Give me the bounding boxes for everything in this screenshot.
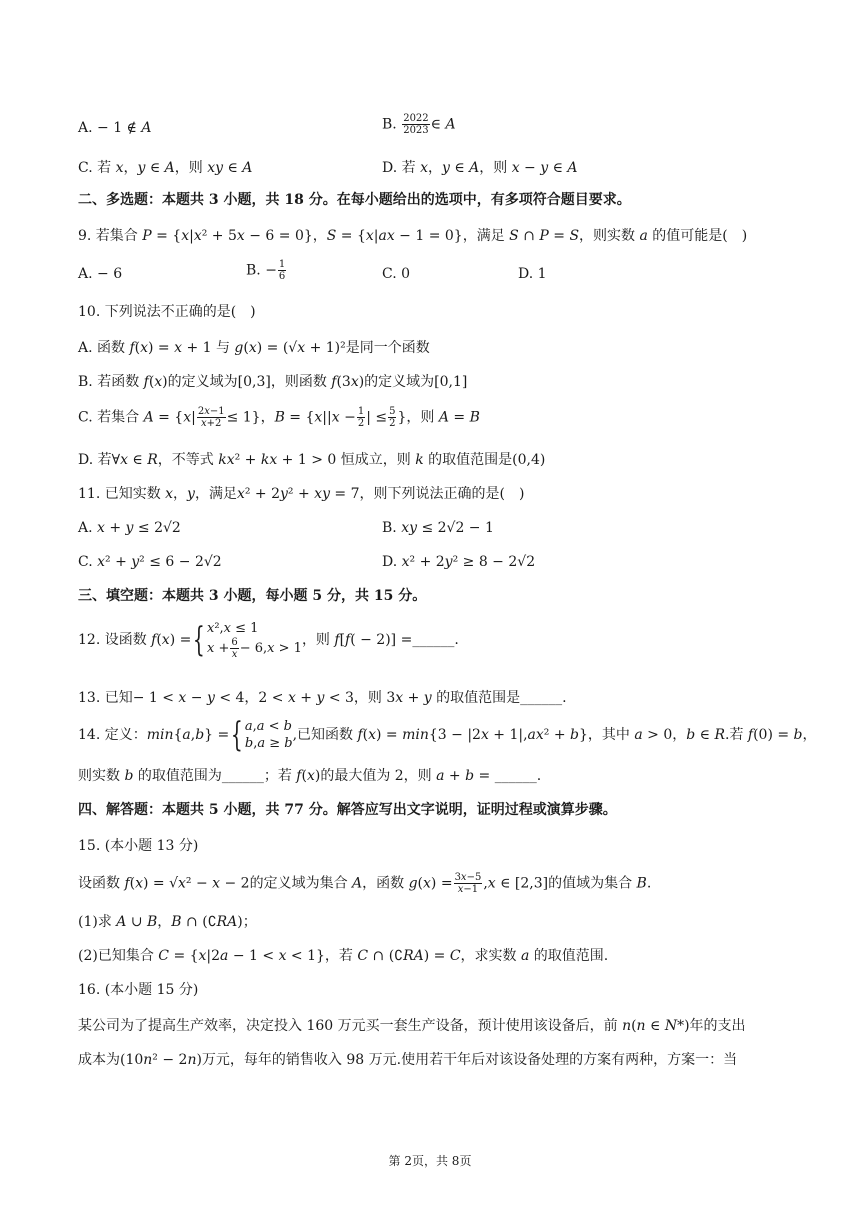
q10-option-a: A. 函数 𝑓(𝑥) = 𝑥 + 1 与 𝑔(𝑥) = (√𝑥 + 1)²是同一个函数 bbox=[78, 340, 430, 356]
q9-stem: 9. 若集合 𝑃 = {𝑥|𝑥² + 5𝑥 − 6 = 0}，𝑆 = {𝑥|𝑎𝑥 − 1 = 0}，满足 𝑆 ∩ 𝑃 = 𝑆，则实数 𝑎 的值可能是( ) bbox=[78, 228, 748, 244]
q11-option-b: B. 𝑥𝑦 ≤ 2√2 − 1 bbox=[382, 520, 494, 536]
fraction: $\frac{5}{2}$ bbox=[389, 406, 396, 429]
q14-line1: 14. 定义：𝑚𝑖𝑛{𝑎,𝑏} ={ 𝑎,𝑎 < 𝑏 𝑏,𝑎 ≥ 𝑏 ,已知函数 𝑓(𝑥) = 𝑚𝑖𝑛{3 − |2𝑥 + 1|,𝑎𝑥² + 𝑏}，其中 𝑎 > 0，𝑏 ∈ 𝑅.若 𝑓(0) = 𝑏， bbox=[78, 715, 817, 755]
page-footer: 第 2页，共 8页 bbox=[388, 1154, 472, 1168]
section-heading-answers: 四、解答题：本题共 5 小题，共 77 分。解答应写出文字说明，证明过程或演算步骤。 bbox=[78, 802, 617, 818]
section-heading-multiple-choice: 二、多选题：本题共 3 小题，共 18 分。在每小题给出的选项中，有多项符合题目要求。 bbox=[78, 192, 631, 208]
fraction: $\frac{6}{\text{𝑥}}$ bbox=[231, 637, 238, 660]
q10-stem: 10. 下列说法不正确的是( ) bbox=[78, 304, 256, 320]
brace-symbol: { bbox=[193, 620, 206, 660]
q10-option-b: B. 若函数 𝑓(𝑥)的定义域为[0,3]，则函数 𝑓(3𝑥)的定义域为[0,1] bbox=[78, 374, 468, 390]
q15-body: 设函数 𝑓(𝑥) = √𝑥² − 𝑥 − 2的定义域为集合 𝐴，函数 𝑔(𝑥) = $\frac{\text{3𝑥−5}}{\text{𝑥−1}}$ ,𝑥 ∈ [2,3]的值域为集合 𝐵. bbox=[78, 872, 652, 895]
q11-option-d: D. 𝑥² + 2𝑦² ≥ 8 − 2√2 bbox=[382, 554, 536, 570]
q14-line2: 则实数 𝑏 的取值范围为______；若 𝑓(𝑥)的最大值为 2，则 𝑎 + 𝑏 = ______. bbox=[78, 768, 542, 784]
q10-option-c: C. 若集合 𝐴 = {𝑥| $\frac{\text{2𝑥−1}}{\text{𝑥+2}}$ ≤ 1}，𝐵 = {𝑥||𝑥 − $\frac{1}{2}$ | ≤ $\frac{5}{2}$ }，则 𝐴 = 𝐵 bbox=[78, 406, 480, 429]
q8-option-a: A. − 1 ∉ 𝐴 bbox=[78, 120, 152, 136]
q16-header: 16. (本小题 15 分) bbox=[78, 982, 199, 998]
q11-stem: 11. 已知实数 𝑥，𝑦，满足𝑥² + 2𝑦² + 𝑥𝑦 = 7，则下列说法正确的是( ) bbox=[78, 486, 525, 502]
q16-line-1: 某公司为了提高生产效率，决定投入 160 万元买一套生产设备，预计使用该设备后，前 𝑛(𝑛 ∈ 𝑁*)年的支出 bbox=[78, 1018, 746, 1034]
q16-line-2: 成本为(10𝑛² − 2𝑛)万元，每年的销售收入 98 万元.使用若干年后对该设备处理的方案有两种，方案一：当 bbox=[78, 1052, 738, 1068]
brace-symbol: { bbox=[231, 715, 244, 755]
q9-option-c: C. 0 bbox=[382, 266, 411, 282]
q11-option-a: A. 𝑥 + 𝑦 ≤ 2√2 bbox=[78, 520, 181, 536]
fraction: $\frac{1}{2}$ bbox=[357, 406, 365, 429]
fraction: $\frac{\text{3𝑥−5}}{\text{𝑥−1}}$ bbox=[454, 872, 482, 895]
section-heading-fill-in: 三、填空题：本题共 3 小题，每小题 5 分，共 15 分。 bbox=[78, 588, 427, 604]
piecewise-cases: 𝑥²,𝑥 ≤ 1 𝑥 + $\frac{6}{\text{𝑥}}$ − 6,𝑥 > 1 bbox=[207, 621, 302, 660]
q12: 12. 设函数 𝑓(𝑥) ={ 𝑥²,𝑥 ≤ 1 𝑥 + $\frac{6}{\text{𝑥}}$ − 6,𝑥 > 1 ，则 𝑓[𝑓( − 2)] =______. bbox=[78, 620, 459, 660]
q9-option-d: D. 1 bbox=[518, 266, 547, 282]
q9-option-b: B. − $\frac{1}{6}$ bbox=[246, 259, 286, 282]
q8-option-c: C. 若 𝑥，𝑦 ∈ 𝐴，则 𝑥𝑦 ∈ 𝐴 bbox=[78, 160, 253, 176]
q15-header: 15. (本小题 13 分) bbox=[78, 838, 199, 854]
fraction: $\frac{\text{2𝑥−1}}{\text{𝑥+2}}$ bbox=[197, 406, 225, 429]
q11-option-c: C. 𝑥² + 𝑦² ≤ 6 − 2√2 bbox=[78, 554, 222, 570]
fraction: $\frac{1}{6}$ bbox=[278, 259, 286, 282]
q15-part-1: (1)求 𝐴 ∪ 𝐵，𝐵 ∩ (∁𝑅𝐴)； bbox=[78, 914, 257, 930]
fraction: $\frac{2022}{2023}$ bbox=[403, 113, 429, 136]
piecewise-cases: 𝑎,𝑎 < 𝑏 𝑏,𝑎 ≥ 𝑏 bbox=[244, 719, 293, 751]
q8-option-b: B. $\frac{2022}{2023}$ ∈ 𝐴 bbox=[382, 113, 456, 136]
q10-option-d: D. 若∀𝑥 ∈ 𝑅，不等式 𝑘𝑥² + 𝑘𝑥 + 1 > 0 恒成立，则 𝑘 的取值范围是(0,4) bbox=[78, 452, 546, 468]
q9-option-a: A. − 6 bbox=[78, 266, 123, 282]
q13: 13. 已知− 1 < 𝑥 − 𝑦 < 4，2 < 𝑥 + 𝑦 < 3，则 3𝑥 + 𝑦 的取值范围是______. bbox=[78, 690, 567, 706]
q15-part-2: (2)已知集合 𝐶 = {𝑥|2𝑎 − 1 < 𝑥 < 1}，若 𝐶 ∩ (∁𝑅𝐴) = 𝐶，求实数 𝑎 的取值范围. bbox=[78, 948, 609, 964]
q8-option-d: D. 若 𝑥，𝑦 ∈ 𝐴，则 𝑥 − 𝑦 ∈ 𝐴 bbox=[382, 160, 578, 176]
